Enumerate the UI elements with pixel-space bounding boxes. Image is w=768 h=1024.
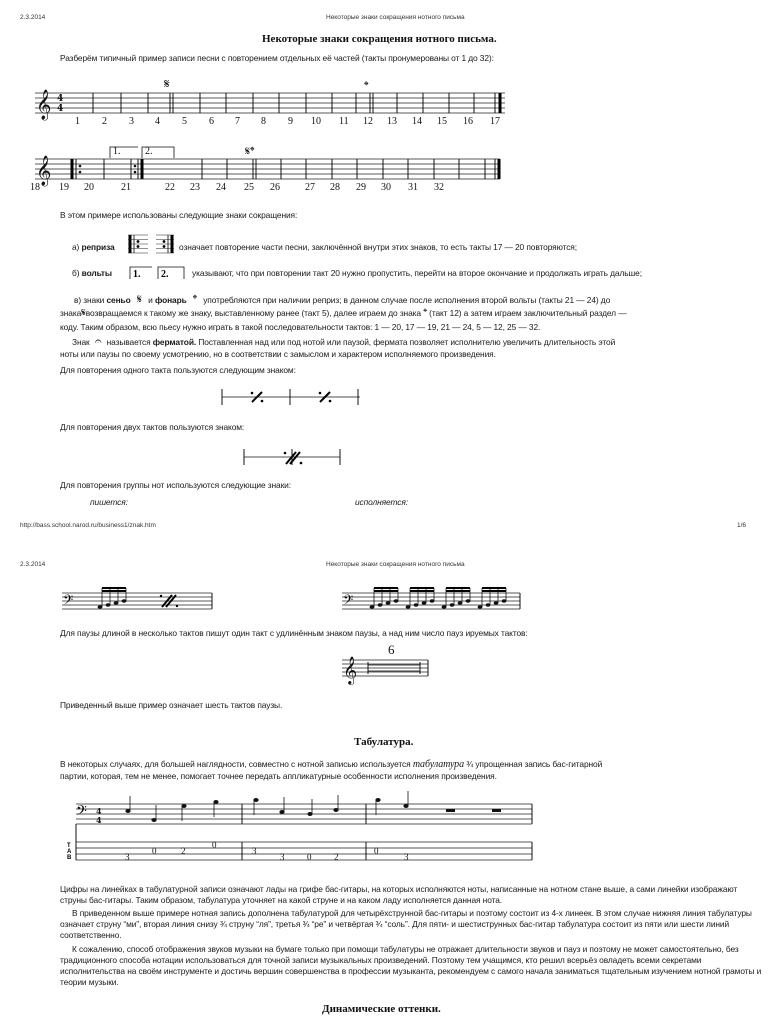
bar-number: 2 [102, 116, 107, 127]
tab-paragraph-2: Цифры на линейках в табулатурной записи означают лады на грифе бас-гитары, на которых исполняются ноты, написанные на нотном стане выше, а сами линейки изображают струны бас-гитары. Таким образом, табулатура уточняет на какой струне и на каком ладу исполняется данная нота. [60, 884, 738, 905]
term-fermata: ферматой. [152, 337, 197, 347]
segno-icon: 𝄋 [81, 306, 86, 319]
bar-number: 4 [155, 116, 160, 127]
bar-number: 29 [356, 182, 366, 193]
bar-number: 27 [305, 182, 315, 193]
bar-number: 5 [182, 116, 187, 127]
footer-page-number: 1/6 [737, 522, 747, 529]
bar-number: 7 [235, 116, 240, 127]
played-label: исполняется: [355, 497, 408, 507]
bar-number: 13 [387, 116, 397, 127]
coda-icon: 𝄌 [192, 292, 197, 306]
two-bar-repeat-example [244, 448, 344, 468]
tab-number: 2 [334, 852, 339, 862]
written-label: пишется: [90, 497, 128, 507]
bar-number: 26 [270, 182, 280, 193]
svg-text:2.: 2. [161, 269, 169, 280]
bar-number: 22 [165, 182, 175, 193]
tab-number: 3 [125, 852, 130, 862]
item-c-line3: коду. Таким образом, всю пьесу нужно играть в такой последовательности тактов: 1 — 20, 17 — 19, 21 — 24, 5 — 12, 25 — 32. [60, 322, 541, 332]
bar-number: 31 [408, 182, 418, 193]
bar-number: 30 [381, 182, 391, 193]
bar-number: 12 [363, 116, 373, 127]
simile-icon [284, 452, 303, 465]
bar-number: 18 [30, 182, 40, 193]
segno-icon: 𝄋 [164, 77, 170, 92]
page-title: Некоторые знаки сокращения нотного письма. [262, 33, 497, 45]
tab-paragraph-4: К сожалению, способ отображения звуков музыки на бумаге только при помощи табулатуры не отражает длительности звуков и пауз и поэтому не может самостоятельно, без традиционного способа нотации использоваться для точной записи музыкальных произведений. Поэтому тем учащимся, кто решил всерьёз овладеть всеми секретами исполнительства на своём инструменте и достичь вершин совершенства в профессии музыканта, рекомендуем с самого начала заниматься тщательным изучением нотной грамоты и теории музыки. [60, 944, 762, 987]
half-rest [446, 809, 455, 812]
one-bar-text: Для повторения одного такта пользуются следующим знаком: [60, 365, 296, 375]
coda-icon: 𝄌 [364, 79, 369, 94]
section-title-dynamics: Динамические оттенки. [322, 1003, 441, 1015]
rest-bar-count: 6 [388, 642, 395, 657]
tab-number: 3 [404, 852, 409, 862]
svg-text:1.: 1. [133, 269, 141, 280]
volta-label-1: 1. [113, 146, 121, 157]
pause-example-text: Приведенный выше пример означает шесть тактов паузы. [60, 700, 283, 710]
tab-fret-numbers [66, 836, 536, 866]
fermata-line2: ноты или паузы по своему усмотрению, но в соответствии с замыслом и характером исполняемого произведения. [60, 349, 496, 359]
item-a-text: означает повторение части песни, заключённой внутри этих знаков, то есть такты 17 — 20 повторяются; [179, 242, 577, 252]
bar-number: 19 [59, 182, 69, 193]
tab-number: 0 [374, 846, 379, 856]
volta-label-2: 2. [145, 146, 153, 157]
svg-text:4: 4 [57, 94, 64, 104]
svg-text:B: B [67, 855, 72, 861]
page-header-title: Некоторые знаки сокращения нотного письма [326, 14, 465, 21]
tab-number: 2 [181, 846, 186, 856]
item-c-line1: в) знаки сеньо 𝄋 и фонарь 𝄌 употребляются при наличии реприз; в данном случае после исполнения второй вольты (такты 21 — 24) до [74, 292, 611, 306]
term-repeat: реприза [81, 242, 115, 252]
tab-paragraph-1-line1: В некоторых случаях, для большей наглядности, совместно с нотной записью используется табулатура ¾ упрощенная запись бас-гитарной [60, 759, 603, 770]
tab-number: 0 [307, 852, 312, 862]
term-coda: фонарь [154, 295, 187, 305]
svg-text:T: T [67, 843, 71, 849]
bass-clef-icon: 𝄢 [76, 803, 87, 823]
svg-text:4: 4 [96, 806, 102, 816]
item-b: б) вольты [72, 268, 112, 278]
footer-url[interactable]: http://bass.school.narod.ru/business1/znak.htm [20, 522, 156, 529]
bar-number: 15 [437, 116, 447, 127]
treble-clef-icon: 𝄞 [343, 656, 358, 684]
tab-number: 0 [152, 846, 157, 856]
page2-header-date: 2.3.2014 [20, 561, 46, 568]
bass-clef-icon: 𝄢 [63, 592, 74, 611]
term-segno: сеньо [106, 295, 131, 305]
bar-number: 16 [463, 116, 473, 127]
bar-number: 20 [84, 182, 94, 193]
bar-number: 1 [75, 116, 80, 127]
one-bar-repeat-example [222, 388, 362, 408]
bar-number: 11 [339, 116, 349, 127]
tab-paragraph-1-line2: партии, которая, тем не менее, помогает точнее передать аппликатурные особенности исполнения произведения. [60, 771, 497, 781]
bass-staff-played [342, 585, 522, 619]
tab-paragraph-3: В приведенном выше примере нотная запись дополнена табулатурой для четырёхструнной бас-гитары и поэтому состоит из 4-х линеек. В этом случае нижняя линия табулатуры означает струну “ми”, вторая линия снизу ¾ струну “ля”, третья ¾ “ре” и четвёртая ¾ “соль”. Для пяти- и шестиструнных бас-гитар табулатура состоит из пяти или шести линий соответственно. [60, 908, 752, 940]
multi-bar-rest-example [342, 642, 432, 688]
volta-icon [128, 265, 188, 281]
bar-number: 21 [121, 182, 131, 193]
signs-intro: В этом примере использованы следующие знаки сокращения: [60, 210, 298, 220]
bar-number: 14 [412, 116, 422, 127]
svg-text:𝄞: 𝄞 [36, 156, 52, 186]
bar-number: 10 [311, 116, 321, 127]
tab-number: 0 [212, 840, 217, 850]
bar-number: 25 [244, 182, 254, 193]
svg-text:𝄋𝄌: 𝄋𝄌 [245, 144, 255, 158]
bar-number: 9 [288, 116, 293, 127]
segno-icon: 𝄋 [136, 292, 142, 306]
svg-text:4: 4 [57, 104, 64, 114]
half-rest [492, 809, 501, 812]
coda-icon: 𝄌 [423, 306, 427, 319]
two-bars-text: Для повторения двух тактов пользуются знаком: [60, 422, 245, 432]
barlines-row1 [93, 93, 474, 113]
tab-number: 3 [280, 852, 285, 862]
group-text: Для повторения группы нот используются следующие знаки: [60, 480, 291, 490]
svg-text:A: A [67, 849, 72, 855]
fermata-line1: Знак 𝄐 называется ферматой. Поставленная над или под нотой или паузой, фермата позволяет исполнителю увеличить длительность этой [72, 334, 616, 348]
bar-number: 32 [434, 182, 444, 193]
term-tablature: табулатура [412, 759, 464, 770]
item-a: а) реприза [72, 242, 115, 252]
bar-number: 3 [129, 116, 134, 127]
svg-text:4: 4 [96, 815, 102, 825]
pause-text: Для паузы длиной в несколько тактов пишут один такт с удлинённым знаком паузы, а над ним число пауз ируемых тактов: [60, 628, 528, 638]
bar-number: 8 [261, 116, 266, 127]
bar-number: 6 [209, 116, 214, 127]
bar-number: 23 [190, 182, 200, 193]
bar-number: 24 [216, 182, 226, 193]
bass-staff-written [62, 585, 214, 619]
intro-paragraph: Разберём типичный пример записи песни с повторением отдельных её частей (такты пронумерованы от 1 до 32): [60, 53, 494, 63]
bar-number: 17 [490, 116, 500, 127]
tab-number: 3 [252, 846, 257, 856]
bar-number: 28 [330, 182, 340, 193]
term-volta: вольты [81, 268, 112, 278]
item-c-line2: знака𝄋возвращаемся к такому же знаку, выставленному ранее (такт 5), далее играем до знака 𝄌 (такт 12) а затем играем заключительный раздел — [60, 306, 627, 319]
treble-clef-icon: 𝄞 [36, 90, 52, 120]
page2-header-title: Некоторые знаки сокращения нотного письма [326, 561, 465, 568]
bass-clef-icon: 𝄢 [343, 592, 354, 611]
repeat-bar-icon [128, 234, 178, 256]
fermata-icon: 𝄐 [94, 334, 102, 348]
section-title-tablature: Табулатура. [354, 736, 414, 748]
page-header-date: 2.3.2014 [20, 14, 46, 21]
item-b-text: указывают, что при повторении такт 20 нужно пропустить, перейти на второе окончание и продолжать играть дальше; [192, 268, 642, 278]
